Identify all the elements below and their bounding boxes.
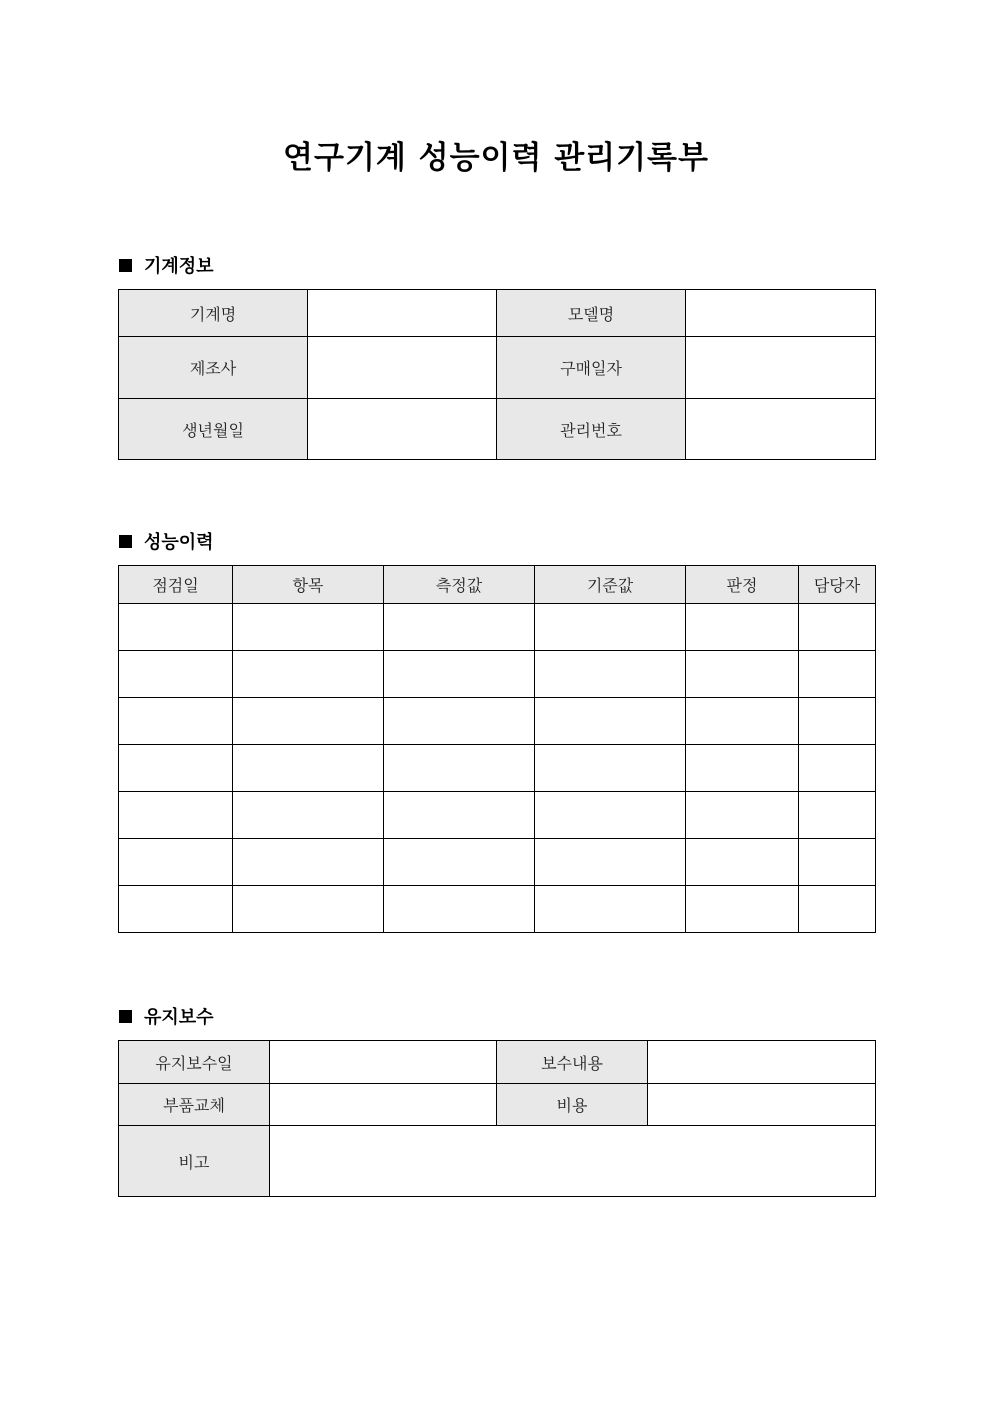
cell-judgment[interactable] bbox=[686, 839, 799, 886]
machine-info-table bbox=[118, 289, 876, 460]
column-header-measured-value: 측정값 bbox=[384, 566, 535, 604]
label-maintenance-date: 유지보수일 bbox=[119, 1041, 270, 1084]
cell-person-in-charge[interactable] bbox=[799, 651, 876, 698]
cell-measured-value[interactable] bbox=[384, 886, 535, 933]
cell-item[interactable] bbox=[233, 792, 384, 839]
cell-item[interactable] bbox=[233, 839, 384, 886]
table-header-row bbox=[119, 566, 876, 604]
cell-person-in-charge[interactable] bbox=[799, 792, 876, 839]
cell-person-in-charge[interactable] bbox=[799, 698, 876, 745]
field-repair-content[interactable] bbox=[648, 1041, 876, 1084]
table-row bbox=[119, 839, 876, 886]
label-cost: 비용 bbox=[497, 1084, 648, 1126]
cell-judgment[interactable] bbox=[686, 745, 799, 792]
cell-reference-value[interactable] bbox=[535, 886, 686, 933]
section-heading-maintenance-label: 유지보수 bbox=[144, 1007, 214, 1028]
label-manufacturer: 제조사 bbox=[119, 337, 308, 399]
cell-inspection-date[interactable] bbox=[119, 886, 233, 933]
cell-person-in-charge[interactable] bbox=[799, 839, 876, 886]
cell-person-in-charge[interactable] bbox=[799, 886, 876, 933]
section-heading-performance-label: 성능이력 bbox=[144, 532, 214, 553]
section-heading-maintenance bbox=[119, 1003, 214, 1029]
table-row bbox=[119, 604, 876, 651]
cell-measured-value[interactable] bbox=[384, 792, 535, 839]
section-heading-performance bbox=[119, 528, 214, 554]
field-cost[interactable] bbox=[648, 1084, 876, 1126]
cell-person-in-charge[interactable] bbox=[799, 604, 876, 651]
cell-measured-value[interactable] bbox=[384, 698, 535, 745]
field-machine-name[interactable] bbox=[308, 290, 497, 337]
cell-reference-value[interactable] bbox=[535, 792, 686, 839]
field-remarks[interactable] bbox=[270, 1126, 876, 1197]
square-bullet-icon bbox=[119, 535, 132, 548]
performance-history-table bbox=[118, 565, 876, 933]
cell-item[interactable] bbox=[233, 745, 384, 792]
label-birth-date: 생년월일 bbox=[119, 399, 308, 460]
cell-judgment[interactable] bbox=[686, 886, 799, 933]
document-title: 연구기계 성능이력 관리기록부 bbox=[283, 140, 709, 176]
table-row bbox=[119, 1126, 876, 1197]
cell-reference-value[interactable] bbox=[535, 651, 686, 698]
column-header-reference-value: 기준값 bbox=[535, 566, 686, 604]
table-row bbox=[119, 745, 876, 792]
field-parts-replacement[interactable] bbox=[270, 1084, 497, 1126]
table-row bbox=[119, 886, 876, 933]
label-management-number: 관리번호 bbox=[497, 399, 686, 460]
square-bullet-icon bbox=[119, 259, 132, 272]
field-management-number[interactable] bbox=[686, 399, 876, 460]
cell-inspection-date[interactable] bbox=[119, 792, 233, 839]
table-row bbox=[119, 698, 876, 745]
label-repair-content: 보수내용 bbox=[497, 1041, 648, 1084]
cell-judgment[interactable] bbox=[686, 698, 799, 745]
cell-reference-value[interactable] bbox=[535, 745, 686, 792]
label-remarks: 비고 bbox=[119, 1126, 270, 1197]
maintenance-table bbox=[118, 1040, 876, 1197]
label-model-name: 모델명 bbox=[497, 290, 686, 337]
field-purchase-date[interactable] bbox=[686, 337, 876, 399]
field-manufacturer[interactable] bbox=[308, 337, 497, 399]
table-row bbox=[119, 792, 876, 839]
square-bullet-icon bbox=[119, 1010, 132, 1023]
cell-item[interactable] bbox=[233, 651, 384, 698]
column-header-judgment: 판정 bbox=[686, 566, 799, 604]
cell-judgment[interactable] bbox=[686, 604, 799, 651]
table-row bbox=[119, 337, 876, 399]
label-purchase-date: 구매일자 bbox=[497, 337, 686, 399]
field-model-name[interactable] bbox=[686, 290, 876, 337]
field-birth-date[interactable] bbox=[308, 399, 497, 460]
column-header-inspection-date: 점검일 bbox=[119, 566, 233, 604]
table-row bbox=[119, 1084, 876, 1126]
cell-inspection-date[interactable] bbox=[119, 604, 233, 651]
cell-inspection-date[interactable] bbox=[119, 698, 233, 745]
table-row bbox=[119, 290, 876, 337]
cell-measured-value[interactable] bbox=[384, 839, 535, 886]
cell-person-in-charge[interactable] bbox=[799, 745, 876, 792]
cell-item[interactable] bbox=[233, 698, 384, 745]
cell-reference-value[interactable] bbox=[535, 698, 686, 745]
cell-judgment[interactable] bbox=[686, 792, 799, 839]
cell-inspection-date[interactable] bbox=[119, 651, 233, 698]
field-maintenance-date[interactable] bbox=[270, 1041, 497, 1084]
column-header-item: 항목 bbox=[233, 566, 384, 604]
section-heading-info-label: 기계정보 bbox=[144, 256, 214, 277]
table-row bbox=[119, 1041, 876, 1084]
cell-inspection-date[interactable] bbox=[119, 839, 233, 886]
table-row bbox=[119, 651, 876, 698]
label-parts-replacement: 부품교체 bbox=[119, 1084, 270, 1126]
table-row bbox=[119, 399, 876, 460]
label-machine-name: 기계명 bbox=[119, 290, 308, 337]
cell-inspection-date[interactable] bbox=[119, 745, 233, 792]
cell-reference-value[interactable] bbox=[535, 839, 686, 886]
cell-measured-value[interactable] bbox=[384, 745, 535, 792]
cell-judgment[interactable] bbox=[686, 651, 799, 698]
cell-reference-value[interactable] bbox=[535, 604, 686, 651]
section-heading-info bbox=[119, 252, 214, 278]
column-header-person-in-charge: 담당자 bbox=[799, 566, 876, 604]
cell-item[interactable] bbox=[233, 886, 384, 933]
cell-measured-value[interactable] bbox=[384, 651, 535, 698]
cell-item[interactable] bbox=[233, 604, 384, 651]
cell-measured-value[interactable] bbox=[384, 604, 535, 651]
